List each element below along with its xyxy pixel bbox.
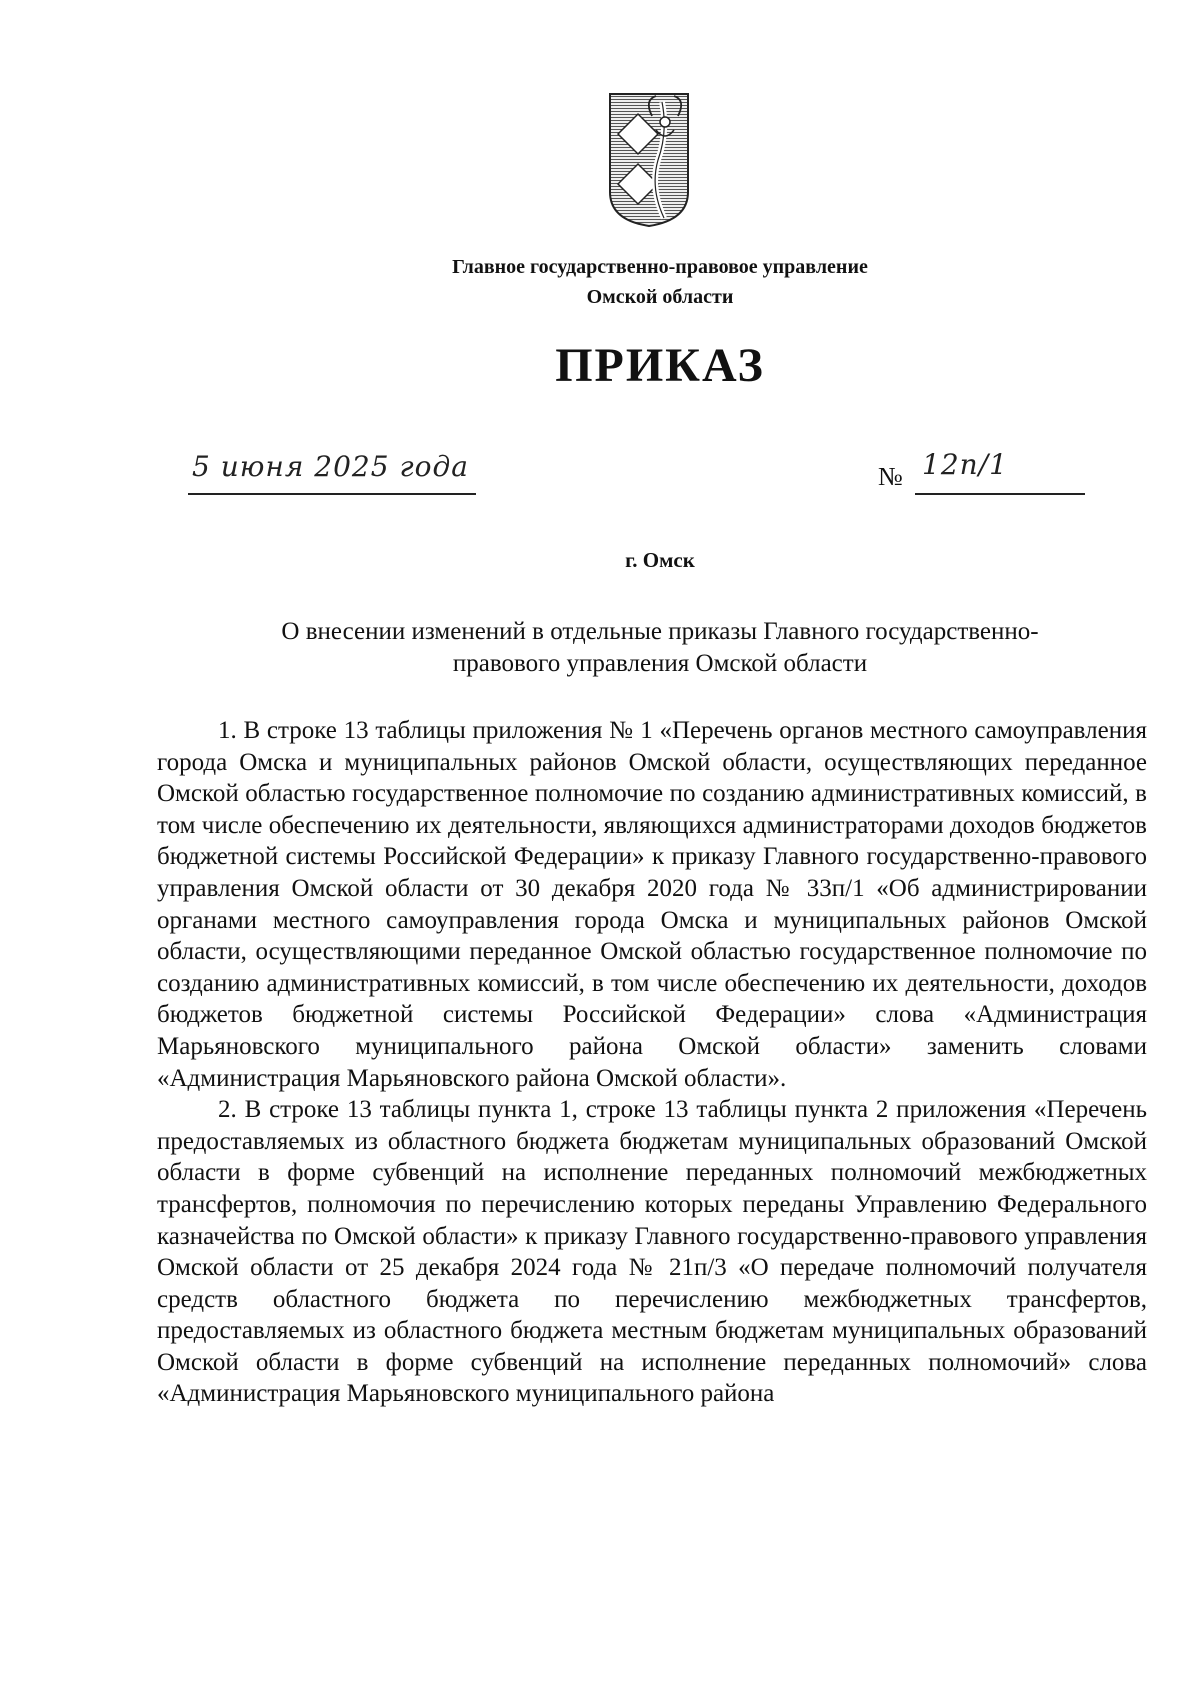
body-paragraph-2: 2. В строке 13 таблицы пункта 1, строке 13 таблицы пункта 2 приложения «Перечень предоставляемых из областного бюджета бюджетам муниципальных образований Омской области в форме субвенций на исполнение переданных полномочий межбюджетных трансфертов, полномочия по перечислению которых переданы Управлению Федерального казначейства по Омской области» к приказу Главного государственно-правового управления Омской области от 25 декабря 2024 года № 21п/3 «О передаче полномочий получателя средств областного бюджета по перечислению межбюджетных трансфертов, предоставляемых из областного бюджета местным бюджетам муниципальных образований Омской области в форме субвенций на исполнение переданных полномочий» слова «Администрация Марьяновского муниципального района bbox=[157, 1096, 1147, 1408]
document-body bbox=[157, 715, 1147, 1410]
body-paragraph-1: 1. В строке 13 таблицы приложения № 1 «Перечень органов местного самоуправления города Омска и муниципальных районов Омской области, осуществляющих переданное Омской областью государственное полномочие по созданию административных комиссий, в том числе обеспечению их деятельности, являющихся администраторами доходов бюджетов бюджетной системы Российской Федерации» к приказу Главного государственно-правового управления Омской области от 30 декабря 2020 года № 33п/1 «Об администрировании органами местного самоуправления города Омска и муниципальных районов Омской области, осуществляющими переданное Омской областью государственное полномочие по созданию административных комиссий, в том числе обеспечению их деятельности, доходов бюджетов бюджетной системы Российской Федерации» слова «Администрация Марьяновского муниципального района Омской области» заменить словами «Администрация Марьяновского района Омской области». bbox=[157, 717, 1147, 1092]
document-subject bbox=[180, 616, 1140, 680]
number-underline bbox=[915, 493, 1085, 495]
issue-city: г. Омск bbox=[625, 548, 695, 572]
subject-line-1: О внесении изменений в отдельные приказы Главного государственно- bbox=[281, 618, 1039, 645]
document-type-title: ПРИКАЗ bbox=[555, 339, 765, 392]
subject-line-2: правового управления Омской области bbox=[452, 650, 868, 677]
date-underline bbox=[188, 493, 476, 495]
document-number: 12п/1 bbox=[922, 448, 1008, 481]
org-line-2: Омской области bbox=[586, 286, 734, 308]
org-line-1: Главное государственно-правовое управление bbox=[452, 256, 868, 278]
issuing-authority bbox=[360, 252, 960, 312]
document-date: 5 июня 2025 года bbox=[192, 450, 469, 483]
coat-of-arms-icon bbox=[608, 92, 690, 228]
number-label: № bbox=[878, 462, 903, 491]
